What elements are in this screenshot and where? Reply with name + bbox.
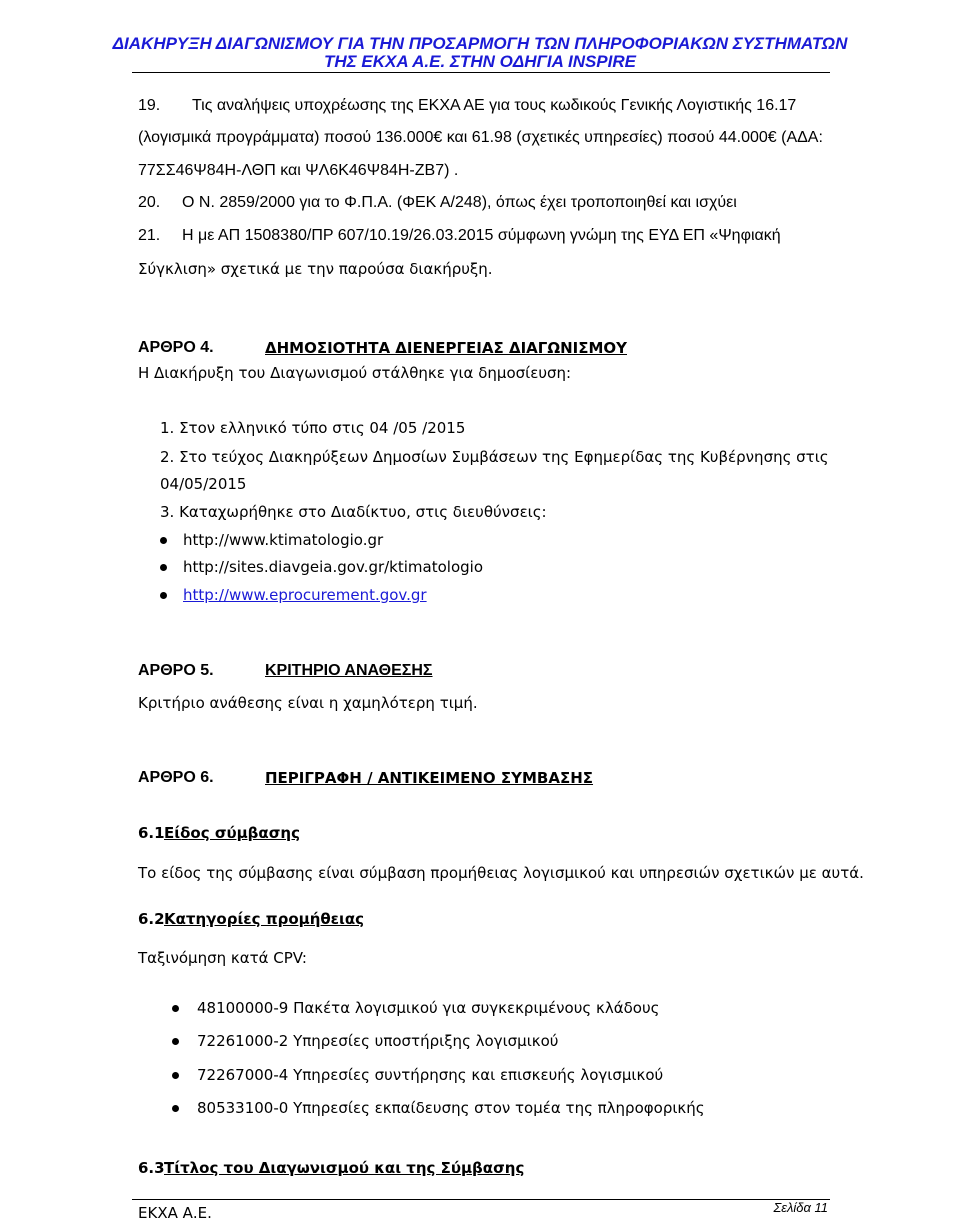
ref-20-text: Ο Ν. 2859/2000 για το Φ.Π.Α. (ΦΕΚ Α/248), όπως έχει τροποποιηθεί και ισχύει	[182, 194, 737, 211]
article-6-title: ΠΕΡΙΓΡΑΦΗ / ΑΝΤΙΚΕΙΜΕΝΟ ΣΥΜΒΑΣΗΣ	[265, 769, 594, 787]
bullet-icon	[172, 1072, 179, 1079]
header-title-line1: ΔΙΑΚΗΡΥΞΗ ΔΙΑΓΩΝΙΣΜΟΥ ΓΙΑ ΤΗΝ ΠΡΟΣΑΡΜΟΓΗ ΤΩΝ ΠΛΗΡΟΦΟΡΙΑΚΩΝ ΣΥΣΤΗΜΑΤΩΝ	[112, 34, 848, 53]
article-5-text: Κριτήριο ανάθεσης είναι η χαμηλότερη τιμή.	[138, 694, 478, 712]
footer-rule	[132, 1199, 830, 1200]
ref-19-number: 19.	[138, 97, 161, 114]
link-ktimatologio[interactable]: http://www.ktimatologio.gr	[183, 531, 384, 549]
article-6-label: ΑΡΘΡΟ 6.	[138, 769, 214, 786]
link-eprocurement[interactable]: http://www.eprocurement.gov.gr	[183, 586, 427, 604]
section-6-1-title: Είδος σύμβασης	[164, 824, 300, 842]
bullet-icon	[160, 537, 167, 544]
ref-19-line1: Τις αναλήψεις υποχρέωσης της ΕΚΧΑ ΑΕ για τους κωδικούς Γενικής Λογιστικής 16.17	[192, 97, 797, 114]
bullet-icon	[172, 1105, 179, 1112]
section-6-3-number: 6.3	[138, 1159, 165, 1177]
ref-21-line2: Σύγκλιση» σχετικά με την παρούσα διακήρυξη.	[138, 260, 493, 278]
cpv-item-2: 72261000-2 Υπηρεσίες υποστήριξης λογισμικού	[197, 1032, 559, 1050]
article-4-item-2-line1: 2. Στο τεύχος Διακηρύξεων Δημοσίων Συμβάσεων της Εφημερίδας της Κυβέρνησης στις	[160, 448, 829, 466]
cpv-item-1: 48100000-9 Πακέτα λογισμικού για συγκεκριμένους κλάδους	[197, 999, 660, 1017]
article-5-label: ΑΡΘΡΟ 5.	[138, 662, 214, 679]
bullet-icon	[172, 1005, 179, 1012]
ref-19-line2: (λογισμικά προγράμματα) ποσού 136.000€ και 61.98 (σχετικές υπηρεσίες) ποσού 44.000€ (ΑΔΑ:	[138, 129, 823, 146]
article-4-item-3: 3. Καταχωρήθηκε στο Διαδίκτυο, στις διευθύνσεις:	[160, 503, 547, 521]
ref-21-number: 21.	[138, 227, 161, 244]
link-diavgeia[interactable]: http://sites.diavgeia.gov.gr/ktimatologio	[183, 558, 483, 576]
section-6-2-title: Κατηγορίες προμήθειας	[164, 910, 365, 928]
section-6-3-title: Τίτλος του Διαγωνισμού και της Σύμβασης	[164, 1159, 525, 1177]
section-6-2-number: 6.2	[138, 910, 165, 928]
article-4-item-2-line2: 04/05/2015	[160, 475, 247, 493]
ref-21-line1: Η με ΑΠ 1508380/ΠΡ 607/10.19/26.03.2015 σύμφωνη γνώμη της ΕΥΔ ΕΠ «Ψηφιακή	[182, 227, 781, 244]
header-rule	[132, 72, 830, 73]
header-title-line2: ΤΗΣ ΕΚΧΑ Α.Ε. ΣΤΗΝ ΟΔΗΓΙΑ INSPIRE	[324, 52, 636, 71]
cpv-item-4: 80533100-0 Υπηρεσίες εκπαίδευσης στον τομέα της πληροφορικής	[197, 1099, 705, 1117]
article-4-title: ΔΗΜΟΣΙΟΤΗΤΑ ΔΙΕΝΕΡΓΕΙΑΣ ΔΙΑΓΩΝΙΣΜΟΥ	[265, 339, 627, 357]
ref-20-number: 20.	[138, 194, 161, 211]
bullet-icon	[160, 592, 167, 599]
article-5-title: ΚΡΙΤΗΡΙΟ ΑΝΑΘΕΣΗΣ	[265, 662, 433, 679]
bullet-icon	[160, 564, 167, 571]
article-4-intro: Η Διακήρυξη του Διαγωνισμού στάλθηκε για δημοσίευση:	[138, 364, 572, 382]
article-4-label: ΑΡΘΡΟ 4.	[138, 339, 214, 356]
footer-org: ΕΚΧΑ Α.Ε.	[138, 1204, 212, 1222]
cpv-item-3: 72267000-4 Υπηρεσίες συντήρησης και επισκευής λογισμικού	[197, 1066, 664, 1084]
article-4-item-1: 1. Στον ελληνικό τύπο στις 04 /05 /2015	[160, 419, 466, 437]
bullet-icon	[172, 1038, 179, 1045]
page-number: Σελίδα 11	[773, 1200, 828, 1215]
ref-19-line3: 77ΣΣ46Ψ84Η-ΛΘΠ και ΨΛ6Κ46Ψ84Η-ΖΒ7) .	[138, 162, 459, 179]
section-6-1-number: 6.1	[138, 824, 165, 842]
section-6-1-text: Το είδος της σύμβασης είναι σύμβαση προμήθειας λογισμικού και υπηρεσιών σχετικών με αυτά.	[138, 864, 864, 882]
section-6-2-intro: Ταξινόμηση κατά CPV:	[138, 949, 307, 967]
